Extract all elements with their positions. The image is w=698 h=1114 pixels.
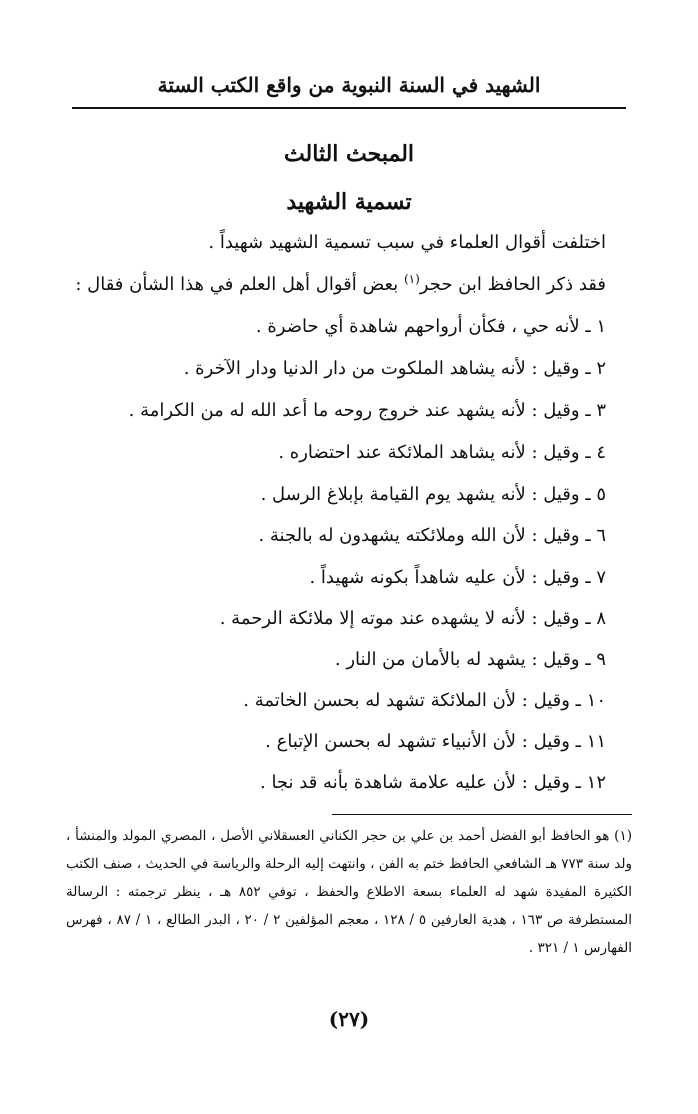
chapter-title: المبحث الثالث (283, 141, 415, 167)
intro-line-2-rest: بعض أقوال أهل العلم في هذا الشأن فقال : (75, 274, 404, 295)
intro-line-1: اختلفت أقوال العلماء في سبب تسمية الشهيد شهيداً . (208, 232, 606, 253)
list-item: ١٠ ـ وقيل : لأن الملائكة تشهد له بحسن الخاتمة . (243, 690, 606, 711)
list-item: ١ ـ لأنه حي ، فكأن أرواحهم شاهدة أي حاضرة . (255, 316, 606, 337)
footnote: (١) هو الحافظ أبو الفضل أحمد بن علي بن حجر الكناني العسقلاني الأصل ، المصري المولد والمنشأ ، ولد سنة ٧٧٣ هـ الشافعي الحافظ ختم به الفن ، وانتهت إليه الرحلة والرياسة في الحديث ، صنف الكتب الكثيرة المفيدة شهد له العلماء بسعة الاطلاع والحفظ ، توفي ٨٥٢ هـ ، ينظر ترجمته : الرسالة المستطرفة ص ١٦٣ ، هدية العارفين ٥ / ١٢٨ ، معجم المؤلفين ٢ / ٢٠ ، البدر الطالع ، ١ / ٨٧ ، فهرس الفهارس ١ / ٣٢١ . (66, 828, 633, 956)
footnote-rule (332, 814, 632, 815)
list-item: ٩ ـ وقيل : يشهد له بالأمان من النار . (334, 649, 606, 670)
section-title: تسمية الشهيد (286, 189, 412, 215)
list-item: ٥ ـ وقيل : لأنه يشهد يوم القيامة بإبلاغ الرسل . (260, 484, 606, 505)
header-rule (72, 107, 626, 109)
list-item: ٧ ـ وقيل : لأن عليه شاهداً بكونه شهيداً . (309, 567, 606, 588)
footnote-reference: (١) (403, 272, 420, 286)
list-item: ٦ ـ وقيل : لأن الله وملائكته يشهدون له بالجنة . (258, 525, 606, 546)
running-header: الشهيد في السنة النبوية من واقع الكتب الستة (157, 73, 541, 97)
list-item: ٢ ـ وقيل : لأنه يشاهد الملكوت من دار الدنيا ودار الآخرة . (183, 358, 606, 379)
intro-line-2-text: فقد ذكر الحافظ ابن حجر (419, 274, 606, 295)
list-item: ١١ ـ وقيل : لأن الأنبياء تشهد له بحسن الإتباع . (265, 731, 606, 752)
list-item: ٣ ـ وقيل : لأنه يشهد عند خروج روحه ما أعد الله له من الكرامة . (128, 400, 606, 421)
list-item: ٨ ـ وقيل : لأنه لا يشهده عند موته إلا ملائكة الرحمة . (219, 608, 606, 629)
list-item: ١٢ ـ وقيل : لأن عليه علامة شاهدة بأنه قد نجا . (260, 772, 606, 793)
list-item: ٤ ـ وقيل : لأنه يشاهد الملائكة عند احتضاره . (278, 442, 606, 463)
page-number: (٢٧) (328, 1007, 370, 1031)
intro-line-2 (40, 272, 606, 298)
